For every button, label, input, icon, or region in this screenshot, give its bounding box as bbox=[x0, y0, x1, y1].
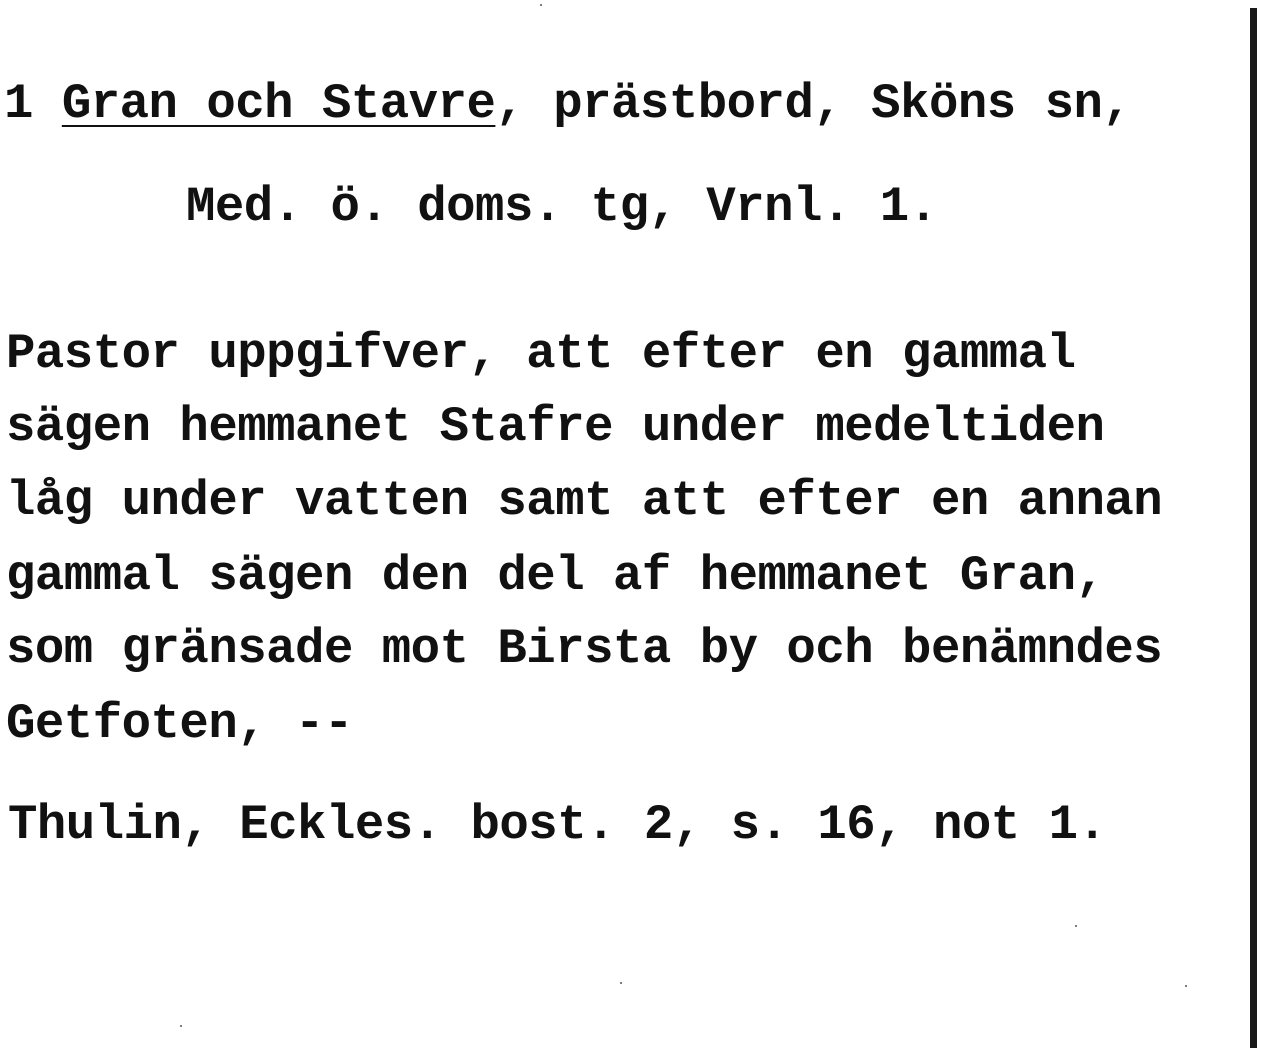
body-line-6: Getfoten, -- bbox=[6, 696, 353, 752]
scan-speck bbox=[1075, 925, 1077, 927]
entry-title-rest: , prästbord, Sköns sn, bbox=[495, 76, 1132, 132]
scan-speck bbox=[1185, 985, 1187, 987]
entry-number: 1 bbox=[4, 76, 33, 132]
scan-speck bbox=[540, 4, 542, 6]
card-edge-line bbox=[1250, 8, 1257, 1048]
scan-speck bbox=[180, 1025, 182, 1027]
body-line-4: gammal sägen den del af hemmanet Gran, bbox=[6, 548, 1105, 604]
entry-title: Gran och Stavre bbox=[61, 76, 496, 132]
body-line-5: som gränsade mot Birsta by och benämndes bbox=[6, 621, 1163, 677]
scan-speck bbox=[620, 982, 622, 984]
body-line-2: sägen hemmanet Stafre under medeltiden bbox=[6, 399, 1105, 455]
body-line-1: Pastor uppgifver, att efter en gammal bbox=[6, 326, 1076, 382]
body-line-3: låg under vatten samt att efter en annan bbox=[6, 473, 1163, 529]
card-subheading: Med. ö. doms. tg, Vrnl. 1. bbox=[186, 179, 938, 235]
card-heading bbox=[4, 76, 1132, 132]
source-citation: Thulin, Eckles. bost. 2, s. 16, not 1. bbox=[8, 797, 1107, 853]
